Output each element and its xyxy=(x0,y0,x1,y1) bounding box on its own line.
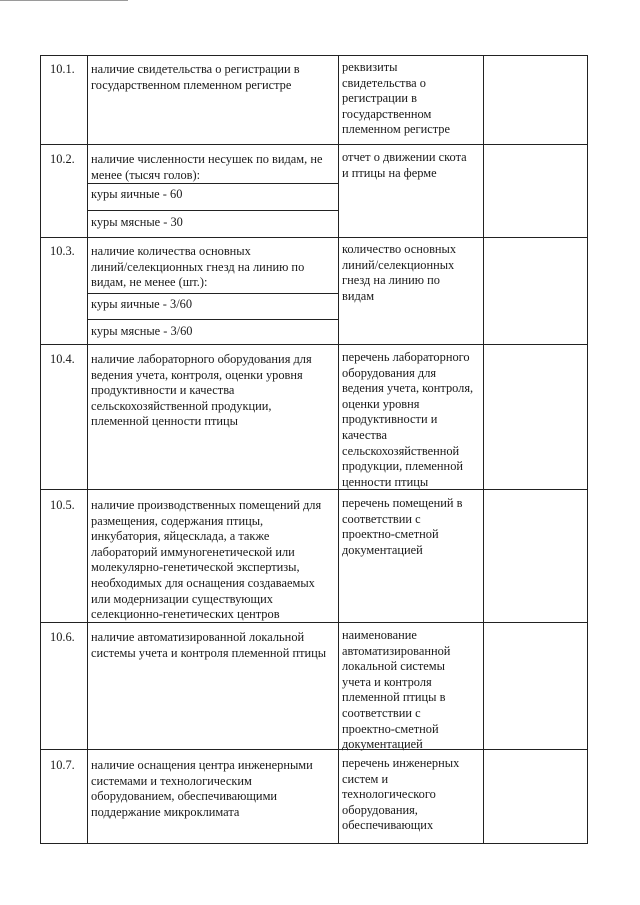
document-text: свидетельства о xyxy=(342,75,426,90)
document-text: учета и контроля xyxy=(342,674,432,689)
criterion-text: или модернизации существующих xyxy=(91,591,273,606)
criterion-text: наличие оснащения центра инженерными xyxy=(91,758,313,772)
row-divider xyxy=(40,144,588,145)
document-text: перечень помещений в xyxy=(342,496,463,510)
table-border-right xyxy=(587,55,588,844)
criterion-text: наличие лабораторного оборудования для xyxy=(91,352,312,366)
document-text: реквизиты xyxy=(342,60,398,74)
document-text: племенной птицы в xyxy=(342,690,446,705)
criterion-text: наличие автоматизированной локальной xyxy=(91,630,305,644)
criterion-text: сельскохозяйственной продукции, xyxy=(91,398,272,413)
row-divider xyxy=(40,344,588,345)
document-text: качества xyxy=(342,428,387,442)
table-divider-number xyxy=(87,55,88,844)
criterion-subitem: куры яичные - 3/60 xyxy=(91,297,193,311)
document-text: и птицы на ферме xyxy=(342,165,437,180)
criterion-text: менее (тысяч голов): xyxy=(91,167,201,182)
criterion-text: племенной ценности птицы xyxy=(91,414,239,429)
document-text: автоматизированной xyxy=(342,643,451,658)
document-text: отчет о движении скота xyxy=(342,150,467,164)
row-divider xyxy=(40,237,588,238)
document-text: локальной системы xyxy=(342,659,445,674)
table-border-left xyxy=(40,55,41,844)
criterion-text: наличие численности несушек по видам, не xyxy=(91,152,323,166)
criterion-text: ведения учета, контроля, оценки уровня xyxy=(91,367,303,382)
document-text: обеспечивающих xyxy=(342,818,434,833)
document-text: ценности птицы xyxy=(342,474,429,489)
document-text: гнезд на линию по xyxy=(342,273,440,288)
document-text: проектно-сметной xyxy=(342,527,439,542)
row-number: 10.6. xyxy=(50,630,75,644)
document-text: документацией xyxy=(342,737,423,752)
criterion-subitem: куры яичные - 60 xyxy=(91,187,183,201)
document-text: племенном регистре xyxy=(342,122,450,137)
criterion-text: государственном племенном регистре xyxy=(91,77,292,92)
document-text: документацией xyxy=(342,542,423,557)
document-text: оценки уровня xyxy=(342,396,420,411)
criterion-text: видам, не менее (шт.): xyxy=(91,275,208,290)
row-number: 10.2. xyxy=(50,152,75,166)
row-divider xyxy=(40,749,588,750)
table-divider-document xyxy=(483,55,484,844)
document-text: регистрации в xyxy=(342,91,418,106)
criterion-text: продуктивности и качества xyxy=(91,383,235,398)
subrow-divider xyxy=(87,319,338,320)
criterion-text: системами и технологическим xyxy=(91,773,252,788)
document-text: государственном xyxy=(342,106,432,121)
row-number: 10.5. xyxy=(50,498,75,512)
document-text: технологического xyxy=(342,787,436,802)
document-text: проектно-сметной xyxy=(342,721,439,736)
document-text: оборудования, xyxy=(342,802,418,817)
document-text: перечень инженерных xyxy=(342,756,460,770)
document-text: ведения учета, контроля, xyxy=(342,381,474,396)
document-text: сельскохозяйственной xyxy=(342,443,460,458)
criterion-subitem: куры мясные - 3/60 xyxy=(91,324,193,338)
document-text: перечень лабораторного xyxy=(342,350,470,364)
criterion-text: лабораторий иммуногенетической или xyxy=(91,544,295,559)
criterion-text: необходимых для оснащения создаваемых xyxy=(91,576,315,590)
criterion-text: наличие производственных помещений для xyxy=(91,498,322,512)
document-text: оборудования для xyxy=(342,365,437,380)
top-rule xyxy=(0,0,128,1)
criterion-text: инкубатория, яйцесклада, а также xyxy=(91,529,270,544)
criterion-subitem: куры мясные - 30 xyxy=(91,215,183,229)
criterion-text: поддержание микроклимата xyxy=(91,804,240,819)
table-divider-criterion xyxy=(338,55,339,844)
criteria-table xyxy=(40,55,588,844)
table-border-top xyxy=(40,55,588,56)
document-text: систем и xyxy=(342,771,389,786)
document-text: наименование xyxy=(342,628,417,642)
document-text: соответствии с xyxy=(342,511,421,526)
criterion-text: размещения, содержания птицы, xyxy=(91,513,264,528)
criterion-text: молекулярно-генетической экспертизы, xyxy=(91,560,300,575)
document-text: линий/селекционных xyxy=(342,257,455,272)
row-divider xyxy=(40,489,588,490)
document-text: видам xyxy=(342,288,375,303)
subrow-divider xyxy=(87,293,338,294)
row-number: 10.1. xyxy=(50,62,75,76)
document-text: продуктивности и xyxy=(342,412,438,427)
document-text: продукции, племенной xyxy=(342,459,464,474)
row-number: 10.3. xyxy=(50,244,75,258)
criterion-text: наличие свидетельства о регистрации в xyxy=(91,62,300,76)
criterion-text: линий/селекционных гнезд на линию по xyxy=(91,259,305,274)
criterion-text: селекционно-генетических центров xyxy=(91,607,280,622)
criterion-text: системы учета и контроля племенной птицы xyxy=(91,645,327,660)
row-number: 10.7. xyxy=(50,758,75,772)
document-text: количество основных xyxy=(342,242,457,256)
criterion-text: оборудованием, обеспечивающими xyxy=(91,789,278,804)
document-text: соответствии с xyxy=(342,706,421,720)
row-number: 10.4. xyxy=(50,352,75,366)
table-border-bottom xyxy=(40,843,588,844)
criterion-text: наличие количества основных xyxy=(91,244,251,258)
subrow-divider xyxy=(87,210,338,211)
